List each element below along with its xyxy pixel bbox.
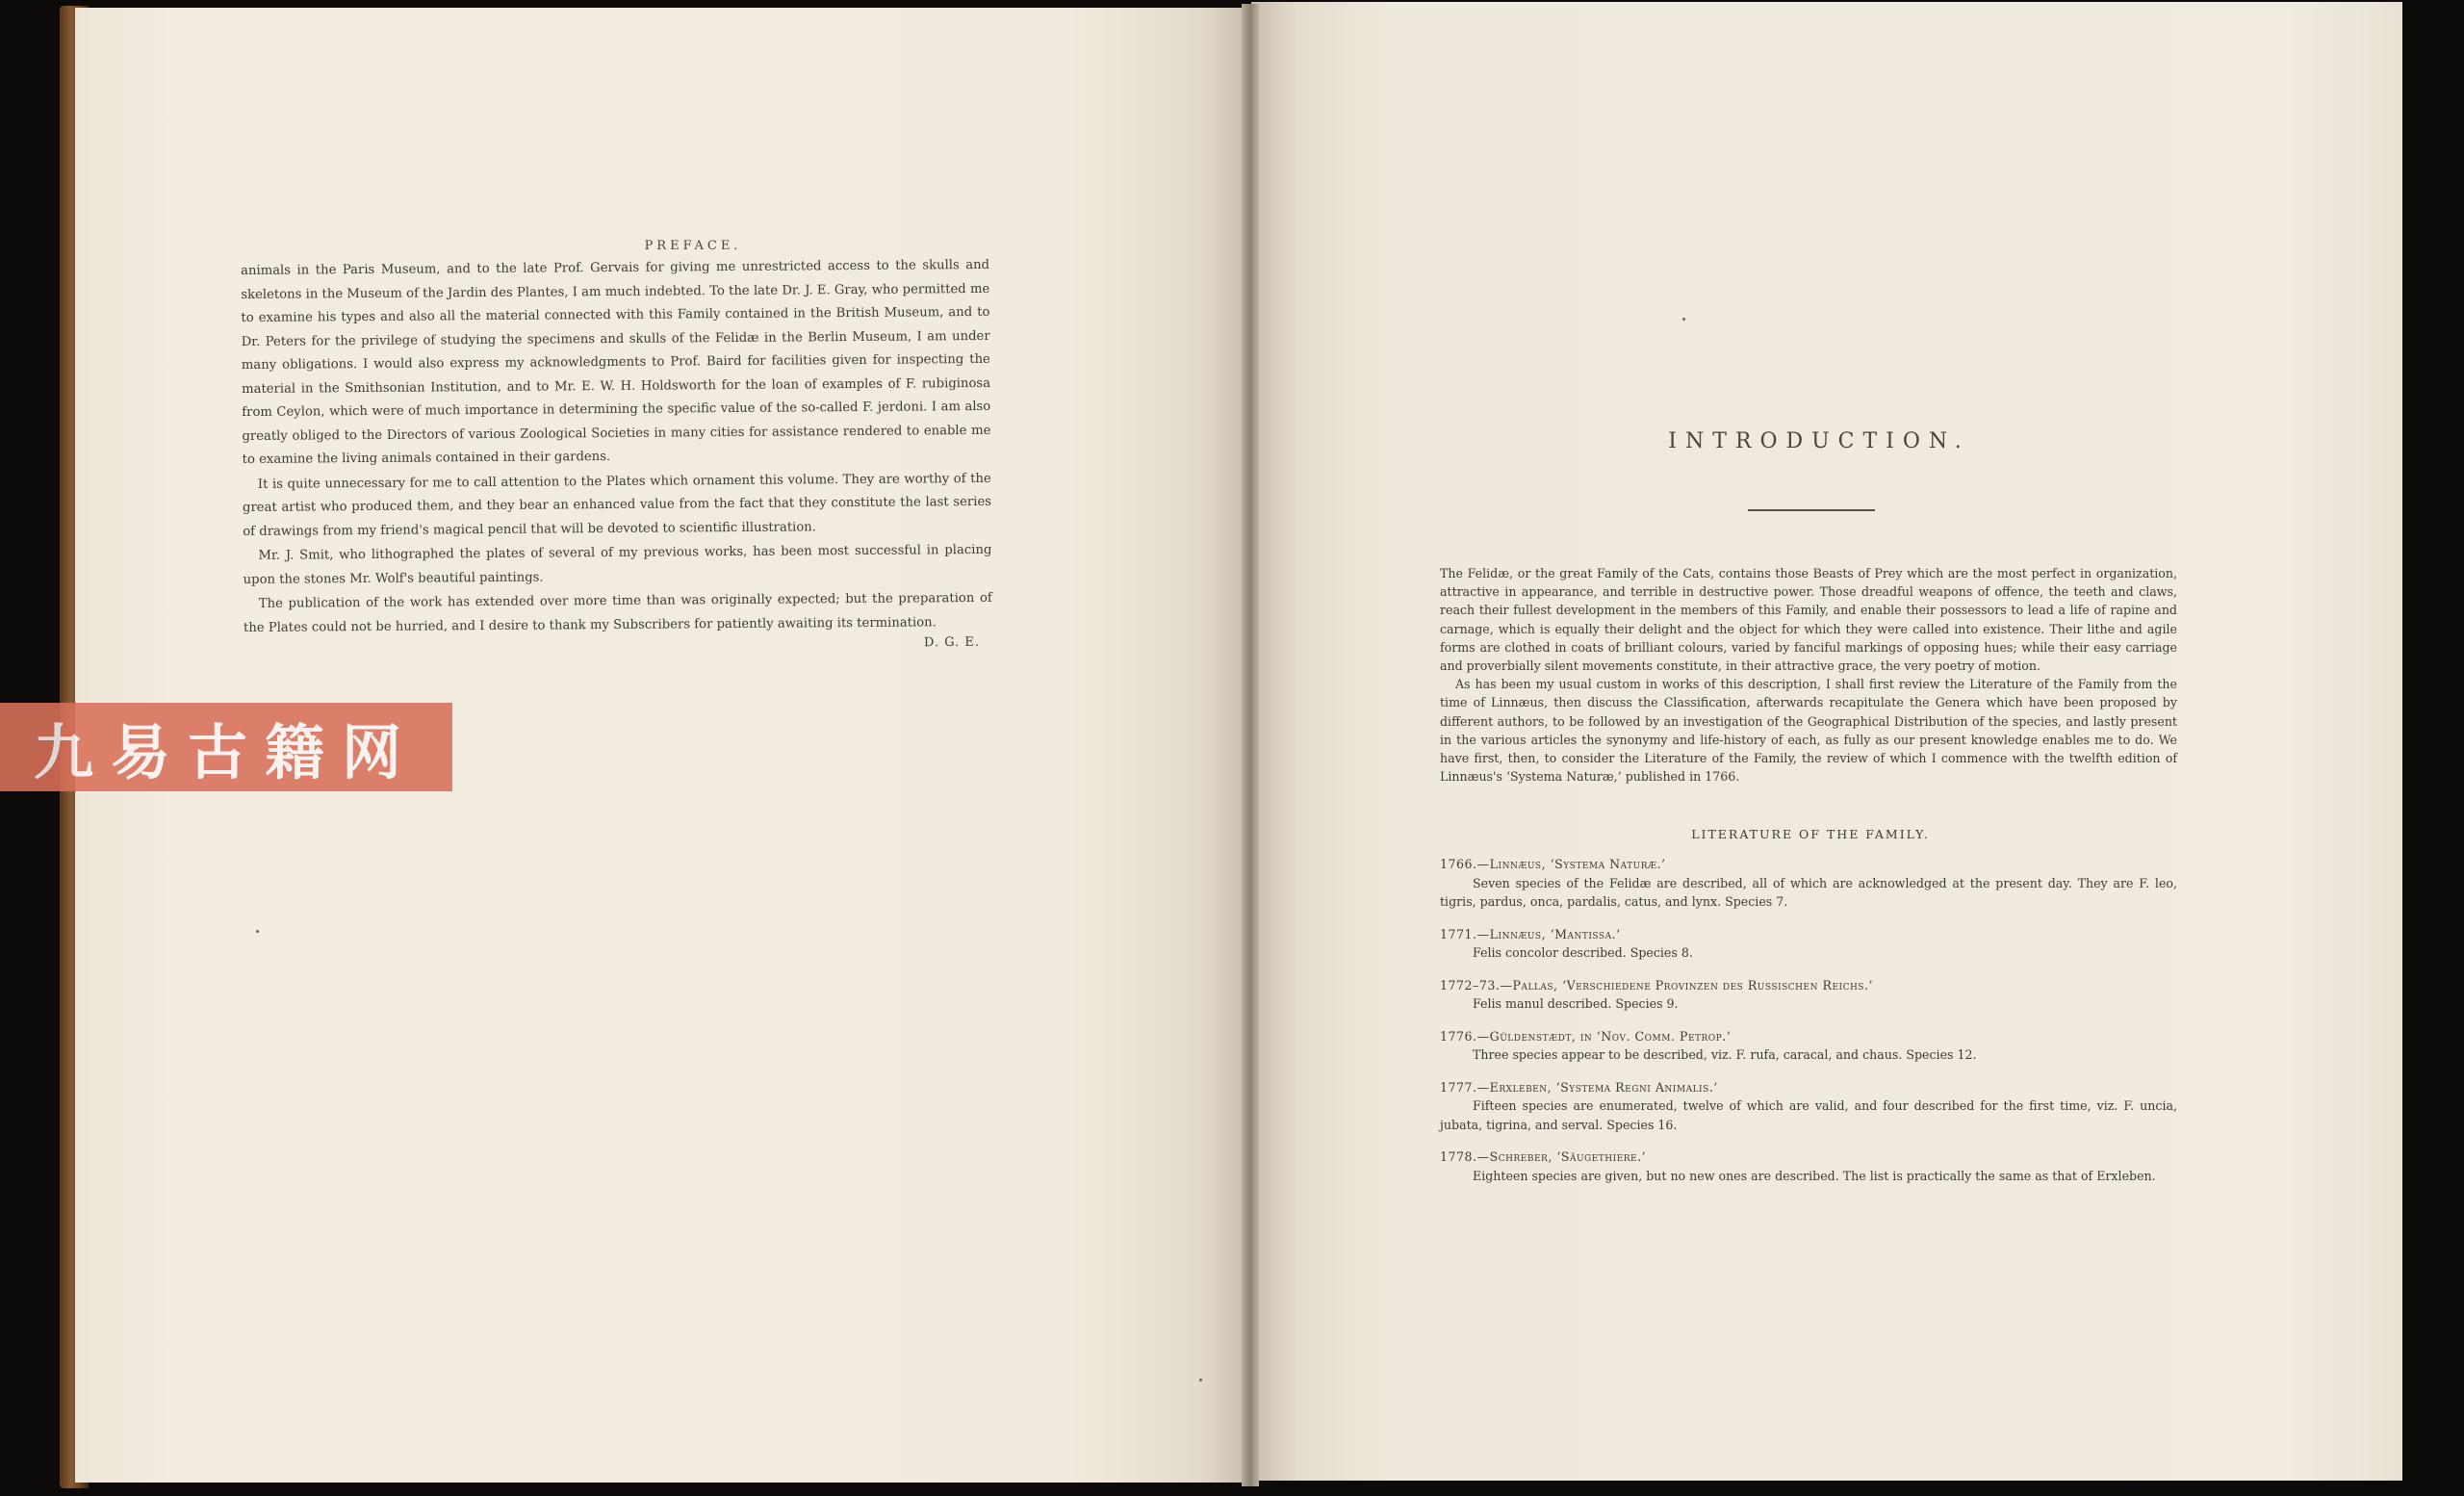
paper-speck [256, 930, 259, 933]
literature-entry-title: 1766.—Linnæus, ‘Systema Naturæ.’ [1440, 857, 1666, 871]
paper-speck [1199, 1379, 1202, 1381]
preface-paragraph: animals in the Paris Museum, and to the late Prof. Gervais for giving me unrestricted access to the skulls and skeletons in the Museum of the Jardin des Plantes, I am much indebted. To the late Dr. J. E. Gray, who permitted me to examine his types and also all the material connected with this Family contained in the British Museum, and to Dr. Peters for the privilege of studying the specimens and skulls of the Felidæ in the Berlin Museum, I am under many obligations. I would also express my acknowledgments to Prof. Baird for facilities given for inspecting the material in the Smithsonian Institution, and to Mr. E. W. H. Holdsworth for the loan of examples of F. rubiginosa from Ceylon, which were of much importance in determining the specific value of the so-called F. jerdoni. I am also greatly obliged to the Directors of various Zoological Societies in many cities for assistance rendered to enable me to examine the living animals contained in their gardens. [241, 257, 991, 467]
literature-entry [1440, 855, 2177, 912]
preface-paragraph: The publication of the work has extended over more time than was originally expected; but the preparation of the Plates could not be hurried, and I desire to thank my Subscribers for patiently awaiting its termination. [243, 590, 992, 635]
literature-entry-title: 1778.—Schreber, ‘Säugethiere.’ [1440, 1149, 1647, 1164]
preface-paragraph: Mr. J. Smit, who lithographed the plates of several of my previous works, has been most successful in placing upon the stones Mr. Wolf's beautiful paintings. [243, 542, 992, 587]
introduction-body [1440, 564, 2177, 786]
preface-signature: D. G. E. [923, 634, 981, 651]
literature-entry-title: 1771.—Linnæus, ‘Mantissa.’ [1440, 926, 1621, 941]
literature-heading: LITERATURE OF THE FAMILY. [1691, 827, 1930, 841]
watermark-text: 九易古籍网 [33, 716, 419, 787]
literature-list [1440, 855, 2177, 1199]
literature-entry-title: 1772–73.—Pallas, ‘Verschiedene Provinzen des Russischen Reichs.’ [1440, 977, 1873, 993]
literature-entry-title: 1776.—Güldenstædt, in ‘Nov. Comm. Petrop.’ [1440, 1028, 1732, 1044]
literature-entry-description: Fifteen species are enumerated, twelve of which are valid, and four described for the first time, viz. F. uncia, jubata, tigrina, and serval. Species 16. [1440, 1098, 2177, 1132]
introduction-title: INTRODUCTION. [1668, 429, 1970, 453]
literature-entry [1440, 1078, 2177, 1135]
literature-entry-description: Felis concolor described. Species 8. [1473, 945, 1693, 960]
literature-entry-description: Seven species of the Felidæ are described, all of which are acknowledged at the present day. They are F. leo, tigris, pardus, onca, pardalis, catus, and lynx. Species 7. [1440, 875, 2177, 909]
title-rule [1748, 509, 1875, 511]
preface-heading: PREFACE. [644, 239, 742, 253]
literature-entry [1440, 1148, 2177, 1185]
literature-entry [1440, 1027, 2177, 1065]
watermark-banner [0, 703, 452, 791]
book-gutter [1242, 4, 1259, 1486]
paper-speck [1682, 318, 1685, 321]
preface-body [241, 254, 992, 640]
introduction-paragraph: As has been my usual custom in works of this description, I shall first review the Literature of the Family from the time of Linnæus, then discuss the Classification, afterwards recapitulate the Genera which have been proposed by different authors, to be followed by an investigation of the Geographical Distribution of the species, and lastly present in the various articles the synonymy and life-history of each, as fully as our present knowledge enables me to do. We have first, then, to consider the Literature of the Family, the review of which I commence with the twelfth edition of Linnæus's ‘Systema Naturæ,’ published in 1766. [1440, 677, 2177, 785]
introduction-paragraph: The Felidæ, or the great Family of the Cats, contains those Beasts of Prey which are the most perfect in organization, attractive in appearance, and terrible in destructive power. Those dreadful weapons of offence, the teeth and claws, reach their fullest development in the members of this Family, and enable their possessors to lead a life of rapine and carnage, which is equally their delight and the object for which they were called into existence. Their lithe and agile forms are clothed in coats of brilliant colours, varied by fanciful markings of opposing hues; while their easy carriage and proverbially silent movements constitute, in their attractive grace, the very poetry of motion. [1440, 566, 2177, 674]
literature-entry-description: Three species appear to be described, viz. F. rufa, caracal, and chaus. Species 12. [1473, 1047, 1977, 1062]
preface-paragraph: It is quite unnecessary for me to call attention to the Plates which ornament this volume. They are worthy of the great artist who produced them, and they bear an enhanced value from the fact that they constitute the last series of drawings from my friend's magical pencil that will be devoted to scientific illustration. [242, 471, 992, 539]
literature-entry [1440, 976, 2177, 1014]
literature-entry-description: Felis manul described. Species 9. [1473, 996, 1679, 1011]
literature-entry-description: Eighteen species are given, but no new ones are described. The list is practically the same as that of Erxleben. [1473, 1168, 2156, 1183]
literature-entry [1440, 925, 2177, 963]
literature-entry-title: 1777.—Erxleben, ‘Systema Regni Animalis.’ [1440, 1079, 1718, 1095]
